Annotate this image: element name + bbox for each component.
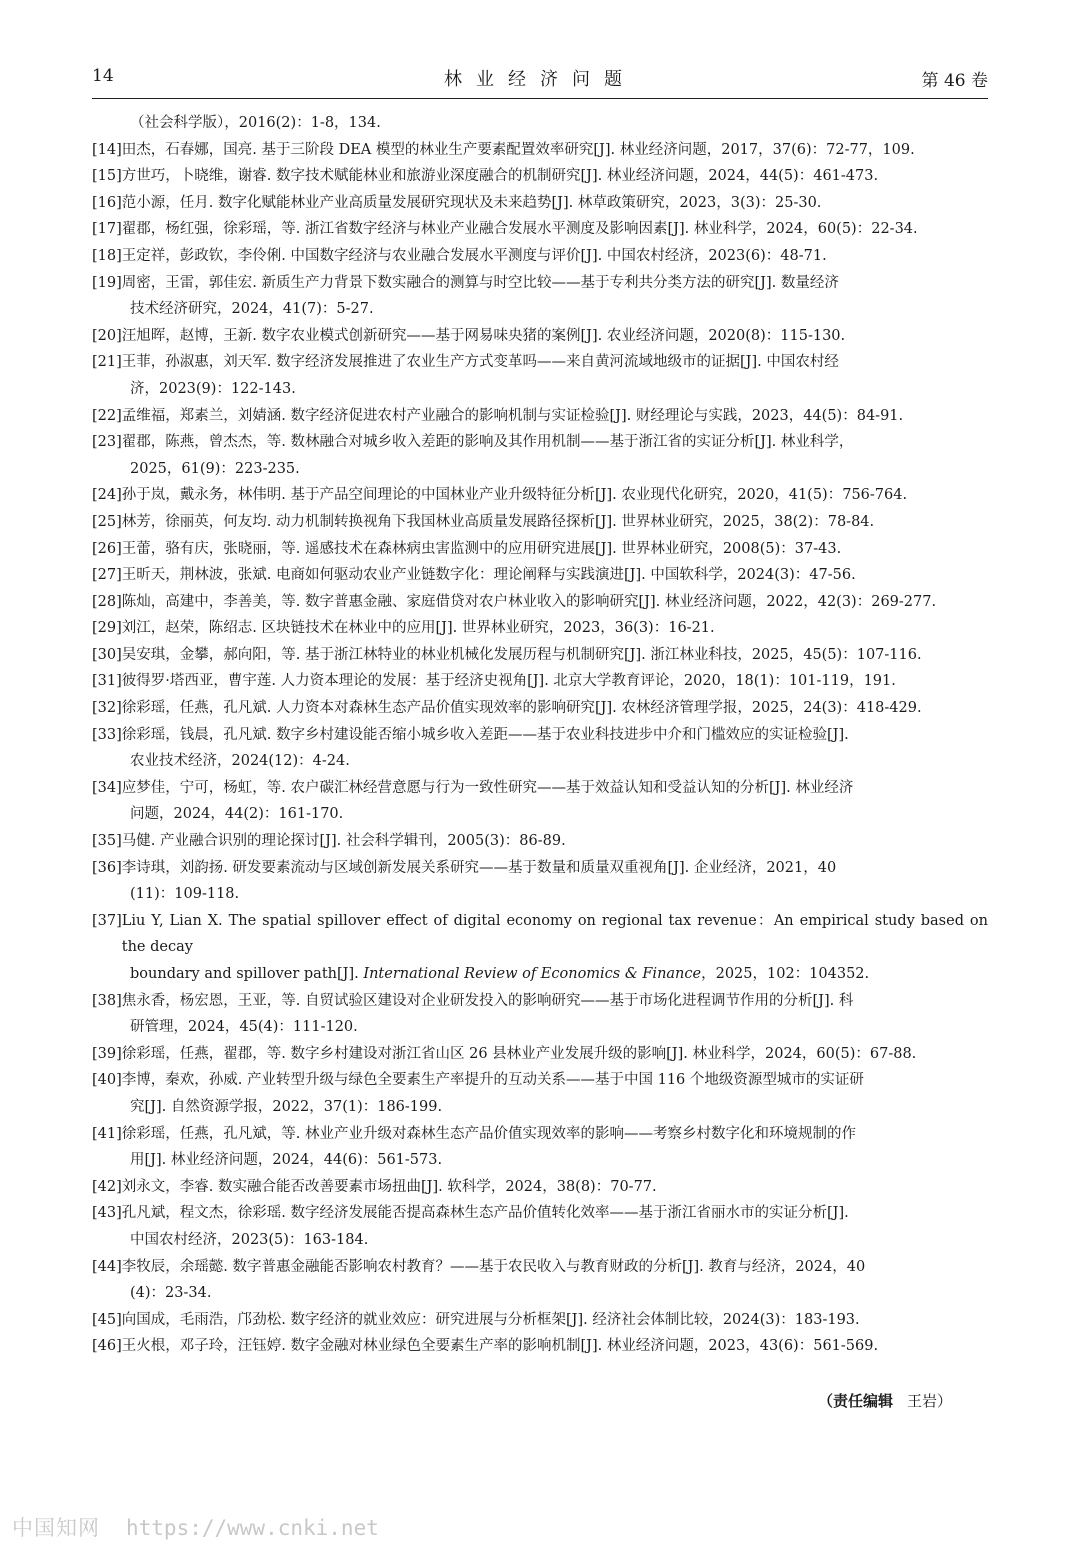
reference-text: 王昕天，荆林波，张斌. 电商如何驱动农业产业链数字化：理论阐释与实践演进[J]. 中国软科学，2024(3)：47-56. (121, 567, 856, 584)
reference-text: 王火根，邓子玲，汪钰婷. 数字金融对林业绿色全要素生产率的影响机制[J]. 林业经济问题，2023，43(6)：561-569. (121, 1338, 879, 1355)
reference-item (92, 988, 988, 1015)
reference-item (92, 1307, 988, 1334)
reference-item (92, 429, 988, 456)
reference-text: （社会科学版），2016(2)：1-8，134. (130, 115, 381, 131)
reference-number: [19] (92, 274, 122, 291)
reference-text: 焦永香，杨宏恩，王亚，等. 自贸试验区建设对企业研发投入的影响研究——基于市场化进程调节作用的分析[J]. 科 (121, 992, 854, 1009)
reference-continuation: 用[J]. 林业经济问题，2024，44(6)：561-573. (130, 1152, 443, 1169)
reference-text: 刘江，赵荣，陈绍志. 区块链技术在林业中的应用[J]. 世界林业研究，2023，36(3)：16-21. (121, 620, 715, 637)
reference-item (92, 908, 988, 961)
reference-number: [38] (92, 992, 122, 1009)
reference-item (92, 589, 988, 616)
reference-number: [46] (92, 1338, 122, 1355)
reference-text: 孙于岚，戴永务，林伟明. 基于产品空间理论的中国林业产业升级特征分析[J]. 农业现代化研究，2020，41(5)：756-764. (121, 487, 908, 504)
reference-text: 周密，王雷，郭佳宏. 新质生产力背景下数实融合的测算与时空比较——基于专利共分类方法的研究[J]. 数量经济 (121, 274, 839, 291)
cnki-watermark (12, 1512, 379, 1542)
reference-item (92, 1174, 988, 1201)
reference-number: [36] (92, 859, 122, 876)
reference-text: 徐彩瑶，任燕，翟郡，等. 数字乡村建设对浙江省山区 26 县林业产业发展升级的影响[J]. 林业科学，2024，60(5)：67-88. (121, 1045, 917, 1062)
reference-number: [14] (92, 141, 122, 158)
reference-text: 汪旭晖，赵博，王新. 数字农业模式创新研究——基于网易味央猪的案例[J]. 农业经济问题，2020(8)：115-130. (121, 327, 846, 344)
reference-text: 马健. 产业融合识别的理论探讨[J]. 社会科学辑刊，2005(3)：86-89. (121, 833, 566, 850)
reference-text: 王蕾，骆有庆，张晓丽，等. 遥感技术在森林病虫害监测中的应用研究进展[J]. 世界林业研究，2008(5)：37-43. (121, 540, 842, 557)
reference-text: 徐彩瑶，钱晨，孔凡斌. 数字乡村建设能否缩小城乡收入差距——基于农业科技进步中介和门槛效应的实证检验[J]. (121, 726, 849, 743)
reference-text: 陈灿，高建中，李善美，等. 数字普惠金融、家庭借贷对农户林业收入的影响研究[J]. 林业经济问题，2022，42(3)：269-277. (121, 593, 937, 610)
volume-label: 第 46 卷 (921, 71, 988, 91)
reference-continuation: (11)：109-118. (130, 886, 240, 903)
reference-continuation: 技术经济研究，2024，41(7)：5-27. (130, 301, 374, 318)
reference-item (92, 1333, 988, 1360)
reference-continuation: 农业技术经济，2024(12)：4-24. (130, 753, 350, 770)
reference-text: 范小源，任月. 数字化赋能林业产业高质量发展研究现状及未来趋势[J]. 林草政策研究，2023，3(3)：25-30. (121, 194, 822, 211)
reference-number: [17] (92, 221, 122, 238)
reference-number: [37] (92, 912, 122, 929)
reference-continuation: 中国农村经济，2023(5)：163-184. (130, 1231, 369, 1248)
reference-item (92, 668, 988, 695)
reference-item (92, 190, 988, 217)
reference-cont-text: boundary and spillover path[J]. (130, 966, 364, 982)
reference-text: 田杰，石春娜，国亮. 基于三阶段 DEA 模型的林业生产要素配置效率研究[J]. 林业经济问题，2017，37(6)：72-77，109. (121, 141, 915, 158)
reference-item (92, 482, 988, 509)
reference-text: 向国成，毛雨浩，邝劲松. 数字经济的就业效应：研究进展与分析框架[J]. 经济社会体制比较，2024(3)：183-193. (121, 1311, 860, 1328)
reference-number: [32] (92, 700, 122, 717)
reference-text: 吴安琪，金攀，郝向阳，等. 基于浙江林特业的林业机械化发展历程与机制研究[J]. 浙江林业科技，2025，45(5)：107-116. (121, 646, 922, 663)
reference-text: Liu Y, Lian X. The spatial spillover effect of digital economy on regional tax revenue：An empirical study based on the decay (121, 912, 988, 956)
reference-continuation: 济，2023(9)：122-143. (130, 380, 296, 397)
reference-list (92, 110, 988, 1360)
reference-number: [26] (92, 540, 122, 557)
reference-continuation: 2025，61(9)：223-235. (130, 460, 300, 477)
reference-number: [18] (92, 247, 122, 264)
editor-name: 王岩） (907, 1392, 953, 1410)
reference-number: [28] (92, 593, 122, 610)
reference-text: 刘永文，李睿. 数实融合能否改善要素市场扭曲[J]. 软科学，2024，38(8)：70-77. (121, 1178, 657, 1195)
reference-number: [20] (92, 327, 122, 344)
journal-title: 林业经济问题 (444, 69, 636, 90)
reference-continuation: (4)：23-34. (130, 1285, 212, 1302)
reference-text: 李诗琪，刘韵扬. 研发要素流动与区域创新发展关系研究——基于数量和质量双重视角[J]. 企业经济，2021，40 (121, 859, 837, 876)
reference-item (92, 216, 988, 243)
reference-text: 徐彩瑶，任燕，孔凡斌，等. 林业产业升级对森林生态产品价值实现效率的影响——考察乡村数字化和环境规制的作 (121, 1125, 856, 1142)
reference-text: 彼得罗·塔西亚，曹宇莲. 人力资本理论的发展：基于经济史视角[J]. 北京大学教育评论，2020，18(1)：101-119，191. (121, 673, 896, 690)
reference-item (92, 775, 988, 802)
running-header (92, 60, 988, 99)
reference-number: [27] (92, 567, 122, 584)
reference-item (92, 110, 988, 137)
reference-text: 王定祥，彭政钦，李伶俐. 中国数字经济与农业融合发展水平测度与评价[J]. 中国农村经济，2023(6)：48-71. (121, 247, 827, 264)
reference-item (92, 615, 988, 642)
reference-text: 孔凡斌，程文杰，徐彩瑶. 数字经济发展能否提高森林生态产品价值转化效率——基于浙江省丽水市的实证分析[J]. (121, 1205, 849, 1222)
reference-number: [45] (92, 1311, 122, 1328)
reference-number: [41] (92, 1125, 122, 1142)
reference-item (92, 695, 988, 722)
reference-item (92, 349, 988, 376)
reference-number: [33] (92, 726, 122, 743)
reference-item (92, 1121, 988, 1148)
reference-text: 林芳，徐丽英，何友均. 动力机制转换视角下我国林业高质量发展路径探析[J]. 世界林业研究，2025，38(2)：78-84. (121, 513, 875, 530)
reference-item (92, 509, 988, 536)
reference-item (92, 536, 988, 563)
watermark-site-name: 中国知网 (12, 1516, 100, 1540)
responsible-editor (818, 1390, 952, 1411)
reference-number: [24] (92, 487, 122, 504)
reference-item (92, 1067, 988, 1094)
reference-item (92, 270, 988, 297)
reference-number: [16] (92, 194, 122, 211)
reference-item (92, 323, 988, 350)
reference-journal-italic: International Review of Economics & Finance (363, 966, 702, 982)
reference-item (92, 163, 988, 190)
reference-number: [22] (92, 407, 122, 424)
reference-item (92, 1200, 988, 1227)
reference-text: 方世巧，卜晓维，谢睿. 数字技术赋能林业和旅游业深度融合的机制研究[J]. 林业经济问题，2024，44(5)：461-473. (121, 168, 879, 185)
reference-item (92, 137, 988, 164)
reference-number: [40] (92, 1072, 122, 1089)
reference-text: 应梦佳，宁可，杨虹，等. 农户碳汇林经营意愿与行为一致性研究——基于效益认知和受益认知的分析[J]. 林业经济 (121, 779, 854, 796)
reference-item (92, 562, 988, 589)
reference-number: [34] (92, 779, 122, 796)
reference-cont-tail: ，2025，102：104352. (701, 966, 870, 982)
reference-number: [39] (92, 1045, 122, 1062)
reference-number: [43] (92, 1205, 122, 1222)
reference-continuation: 问题，2024，44(2)：161-170. (130, 806, 344, 823)
reference-item (92, 1041, 988, 1068)
page-number: 14 (92, 66, 114, 86)
reference-continuation (92, 961, 988, 988)
reference-number: [25] (92, 513, 122, 530)
reference-text: 翟郡，陈燕，曾杰杰，等. 数林融合对城乡收入差距的影响及其作用机制——基于浙江省的实证分析[J]. 林业科学， (121, 434, 854, 451)
reference-item (92, 403, 988, 430)
reference-item (92, 1254, 988, 1281)
reference-item (92, 722, 988, 749)
reference-number: [21] (92, 354, 122, 371)
reference-text: 王菲，孙淑惠，刘天军. 数字经济发展推进了农业生产方式变革吗——来自黄河流域地级市的证据[J]. 中国农村经 (121, 354, 839, 371)
watermark-url: https://www.cnki.net (126, 1516, 379, 1540)
reference-number: [15] (92, 168, 122, 185)
reference-item (92, 855, 988, 882)
editor-role: （责任编辑 (818, 1392, 894, 1410)
reference-text: 翟郡，杨红强，徐彩瑶，等. 浙江省数字经济与林业产业融合发展水平测度及影响因素[J]. 林业科学，2024，60(5)：22-34. (121, 221, 918, 238)
reference-number: [23] (92, 434, 122, 451)
reference-text: 徐彩瑶，任燕，孔凡斌. 人力资本对森林生态产品价值实现效率的影响研究[J]. 农林经济管理学报，2025，24(3)：418-429. (121, 700, 922, 717)
reference-item (92, 243, 988, 270)
reference-number: [35] (92, 833, 122, 850)
reference-number: [31] (92, 673, 122, 690)
reference-number: [30] (92, 646, 122, 663)
reference-text: 李博，秦欢，孙威. 产业转型升级与绿色全要素生产率提升的互动关系——基于中国 116 个地级资源型城市的实证研 (121, 1072, 864, 1089)
reference-item (92, 828, 988, 855)
reference-number: [42] (92, 1178, 122, 1195)
reference-continuation: 研管理，2024，45(4)：111-120. (130, 1019, 358, 1036)
reference-text: 孟维福，郑素兰，刘婧涵. 数字经济促进农村产业融合的影响机制与实证检验[J]. 财经理论与实践，2023，44(5)：84-91. (121, 407, 904, 424)
reference-continuation: 究[J]. 自然资源学报，2022，37(1)：186-199. (130, 1098, 443, 1115)
reference-item (92, 642, 988, 669)
reference-number: [29] (92, 620, 122, 637)
reference-number: [44] (92, 1258, 122, 1275)
reference-text: 李牧辰，余瑶懿. 数字普惠金融能否影响农村教育？——基于农民收入与教育财政的分析[J]. 教育与经济，2024，40 (121, 1258, 866, 1275)
